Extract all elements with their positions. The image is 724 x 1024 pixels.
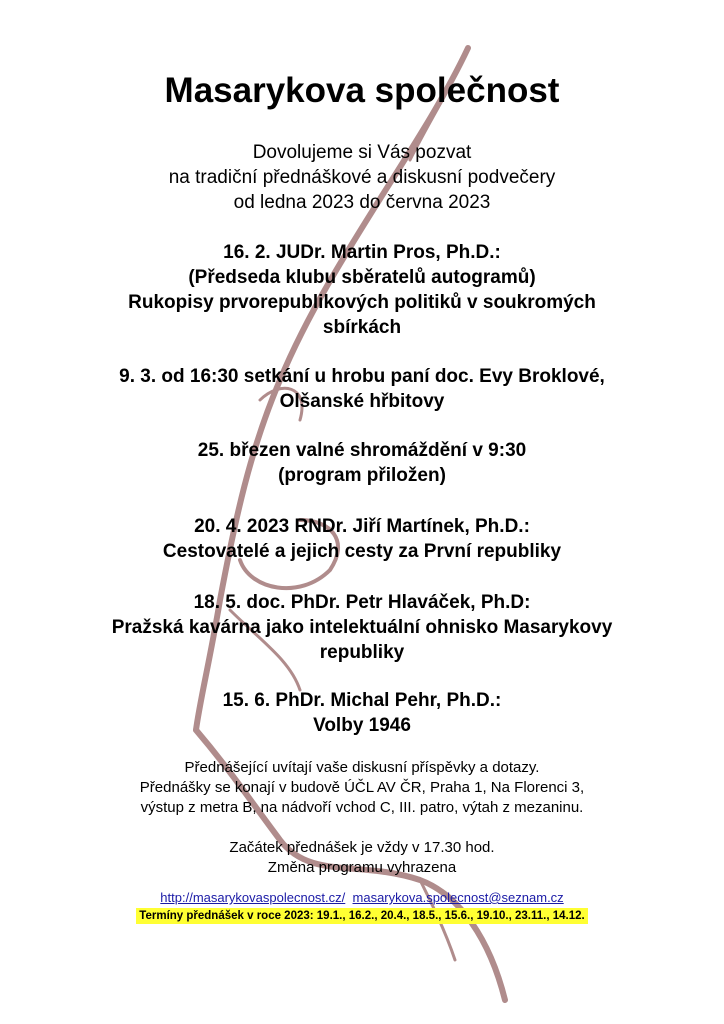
event-line: republiky	[319, 642, 405, 663]
event-1	[0, 240, 724, 340]
info-line: Začátek přednášek je vždy v 17.30 hod.	[229, 839, 495, 856]
event-line: Cestovatelé a jejich cesty za První republiky	[162, 541, 562, 562]
website-link[interactable]: http://masarykovaspolecnost.cz/	[160, 890, 346, 905]
venue-info	[0, 758, 724, 818]
info-line: Přednášky se konají v budově ÚČL AV ČR, Praha 1, Na Florenci 3,	[139, 779, 585, 796]
event-line: (program přiložen)	[278, 465, 446, 486]
event-line: (Předseda klubu sběratelů autogramů)	[188, 267, 536, 288]
event-line: Volby 1946	[313, 715, 411, 736]
event-3	[0, 438, 724, 488]
info-line: výstup z metra B, na nádvoří vchod C, III. patro, výtah z mezaninu.	[140, 799, 584, 816]
event-line: Pražská kavárna jako intelektuální ohnisko Masarykovy	[111, 617, 613, 638]
info-line: Změna programu vyhrazena	[267, 859, 457, 876]
info-line: Přednášející uvítají vaše diskusní příspěvky a dotazy.	[184, 759, 540, 776]
event-line: 18. 5. doc. PhDr. Petr Hlaváček, Ph.D:	[193, 592, 531, 613]
contact-links	[0, 889, 724, 906]
event-line: 16. 2. JUDr. Martin Pros, Ph.D.:	[223, 242, 501, 263]
terms-row	[0, 906, 724, 924]
event-line: 25. březen valné shromáždění v 9:30	[197, 440, 527, 461]
event-6	[0, 688, 724, 738]
event-line: 9. 3. od 16:30 setkání u hrobu paní doc. Evy Broklové,	[119, 366, 605, 387]
event-line: sbírkách	[322, 317, 402, 338]
intro-line: na tradiční přednáškové a diskusní podvečery	[168, 167, 556, 188]
event-line: Rukopisy prvorepublikových politiků v soukromých	[128, 292, 596, 313]
event-line: 15. 6. PhDr. Michal Pehr, Ph.D.:	[222, 690, 502, 711]
event-5	[0, 590, 724, 665]
page-title: Masarykova společnost	[164, 71, 560, 110]
event-2	[0, 364, 724, 414]
start-info	[0, 838, 724, 878]
intro-line: od ledna 2023 do června 2023	[233, 192, 491, 213]
email-link[interactable]: masarykova.spolecnost@seznam.cz	[352, 890, 564, 905]
invitation-intro	[0, 140, 724, 215]
event-line: Olšanské hřbitovy	[279, 391, 445, 412]
event-line: 20. 4. 2023 RNDr. Jiří Martínek, Ph.D.:	[194, 516, 530, 537]
intro-line: Dovolujeme si Vás pozvat	[252, 142, 472, 163]
event-4	[0, 514, 724, 564]
lecture-dates-highlight: Termíny přednášek v roce 2023: 19.1., 16.2., 20.4., 18.5., 15.6., 19.10., 23.11., 14.12.	[136, 908, 587, 924]
